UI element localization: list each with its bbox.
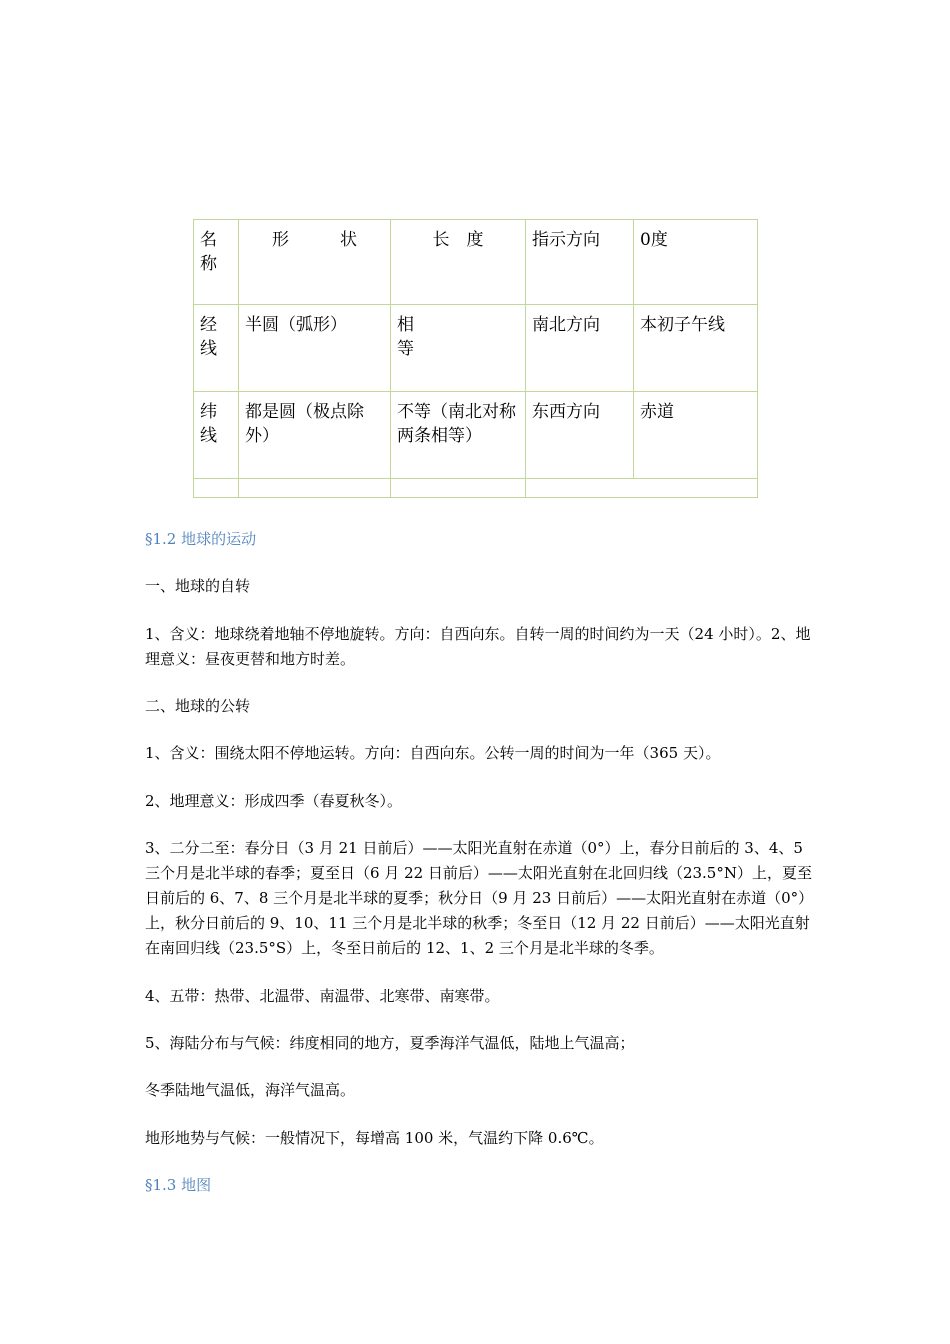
table-cell: 南北方向	[526, 305, 634, 392]
table-cell	[526, 479, 758, 498]
table-cell: 都是圆（极点除外）	[239, 392, 391, 479]
rotation-title: 一、地球的自转	[145, 577, 251, 595]
solstice-equinox-paragraph: 3、二分二至：春分日（3 月 21 日前后）——太阳光直射在赤道（0°）上，春分日前后的 3、4、5 三个月是北半球的春季；夏至日（6 月 22 日前后）——太阳光直射在北回归线（23.5°N）上，夏至日前后的 6、7、8 三个月是北半球的夏季；秋分日（9 月 23 日前后）——太阳光直射在赤道（0°）上，秋分日前后的 9、10、11 三个月是北半球的秋季；冬至日（12 月 22 日前后）——太阳光直射在南回归线（23.5°S）上，冬至日前后的 12、1、2 三个月是北半球的冬季。	[145, 839, 814, 957]
winter-climate-paragraph: 冬季陆地气温低，海洋气温高。	[145, 1081, 356, 1099]
table-cell: 长 度	[391, 220, 526, 305]
table-header-row	[194, 220, 758, 305]
table-cell: 本初子午线	[634, 305, 758, 392]
table-cell	[239, 479, 391, 498]
revolution-meaning: 1、含义：围绕太阳不停地运转。方向：自西向东。公转一周的时间为一年（365 天）。	[145, 744, 721, 762]
table-cell	[194, 479, 239, 498]
table-cell: 0度	[634, 220, 758, 305]
table-cell: 名 称	[194, 220, 239, 305]
table-cell: 不等（南北对称两条相等）	[391, 392, 526, 479]
section-heading-1-3: §1.3 地图	[145, 1176, 212, 1194]
terrain-climate-paragraph: 地形地势与气候：一般情况下，每增高 100 米，气温约下降 0.6℃。	[145, 1129, 604, 1147]
table-cell	[391, 479, 526, 498]
section-heading-1-2: §1.2 地球的运动	[145, 530, 257, 548]
table-cell: 指示方向	[526, 220, 634, 305]
revolution-title: 二、地球的公转	[145, 697, 251, 715]
table-row	[194, 305, 758, 392]
table-cell: 赤道	[634, 392, 758, 479]
table-row	[194, 392, 758, 479]
table-empty-row	[194, 479, 758, 498]
table-cell: 纬 线	[194, 392, 239, 479]
rotation-paragraph: 1、含义：地球绕着地轴不停地旋转。方向：自西向东。自转一周的时间约为一天（24 小时）。2、地理意义：昼夜更替和地方时差。	[145, 625, 811, 668]
table-cell: 经 线	[194, 305, 239, 392]
land-sea-climate-paragraph: 5、海陆分布与气候：纬度相同的地方，夏季海洋气温低，陆地上气温高；	[145, 1034, 635, 1052]
table-cell: 半圆（弧形）	[239, 305, 391, 392]
table-cell: 东西方向	[526, 392, 634, 479]
revolution-significance: 2、地理意义：形成四季（春夏秋冬）。	[145, 792, 403, 810]
latitude-longitude-table	[193, 219, 758, 498]
table-cell: 相 等	[391, 305, 526, 392]
five-zones-paragraph: 4、五带：热带、北温带、南温带、北寒带、南寒带。	[145, 987, 500, 1005]
table-cell: 形 状	[239, 220, 391, 305]
